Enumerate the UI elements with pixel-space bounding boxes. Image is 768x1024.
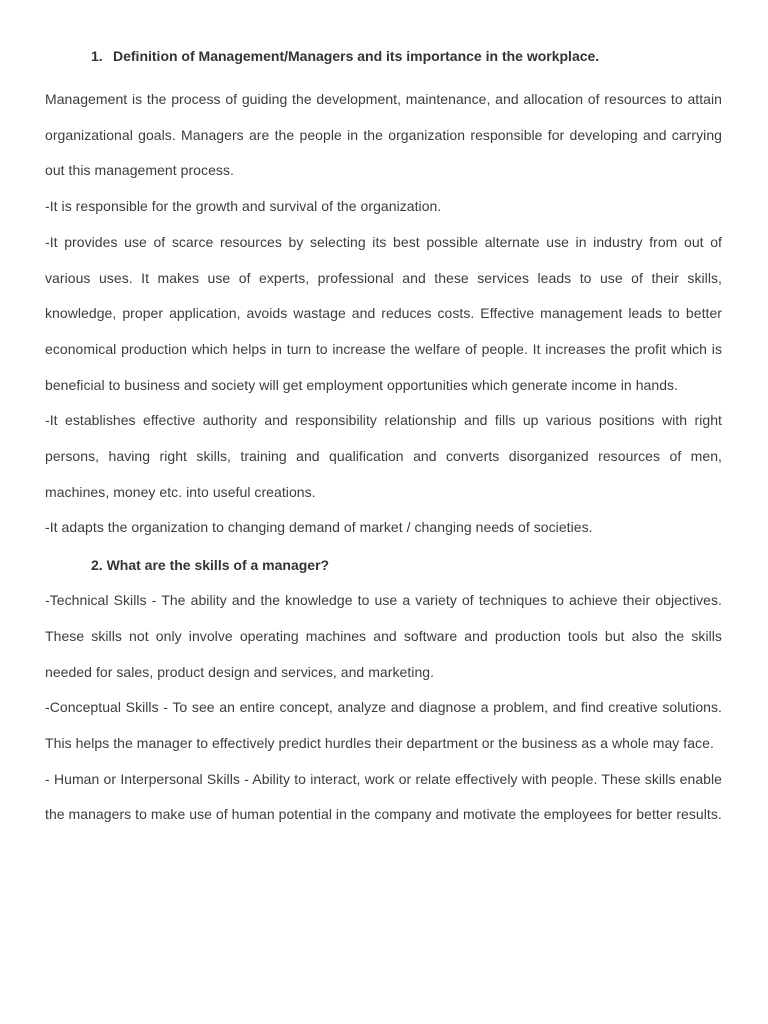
paragraph-human-skills: - Human or Interpersonal Skills - Ability to interact, work or relate effectively with people. These skills enable the managers to make use of human potential in the company and motivate the employees for better results. xyxy=(45,770,722,823)
section-2-heading: 2. What are the skills of a manager? xyxy=(91,557,330,574)
paragraph-scarce-resources: -It provides use of scarce resources by selecting its best possible alternate use in industry from out of various uses. It makes use of experts, professional and these services leads to use of their skills, knowledge, proper application, avoids wastage and reduces costs. Effective management leads to better economical production which helps in turn to increase the welfare of people. It increases the profit which is beneficial to business and society will get employment opportunities which generate income in hands. xyxy=(45,233,722,393)
paragraph-adapts-organization: -It adapts the organization to changing demand of market / changing needs of societies. xyxy=(45,519,593,536)
paragraph-management-definition: Management is the process of guiding the development, maintenance, and allocation of resources to attain organizational goals. Managers are the people in the organization responsible for developing and carrying out this management process. xyxy=(45,91,722,179)
section-1-title: Definition of Management/Managers and its importance in the workplace. xyxy=(113,48,600,64)
section-1-heading xyxy=(45,45,722,67)
section-1-number: 1. xyxy=(91,48,103,64)
document-page xyxy=(45,0,722,833)
paragraph-conceptual-skills: -Conceptual Skills - To see an entire concept, analyze and diagnose a problem, and find creative solutions. This helps the manager to effectively predict hurdles their department or the business as a whole may face. xyxy=(45,699,722,751)
paragraph-growth-survival: -It is responsible for the growth and survival of the organization. xyxy=(45,198,442,215)
paragraph-technical-skills: -Technical Skills - The ability and the knowledge to use a variety of techniques to achieve their objectives. These skills not only involve operating machines and software and production tools but also the skills needed for sales, product design and services, and marketing. xyxy=(45,592,722,680)
paragraph-authority-responsibility: -It establishes effective authority and responsibility relationship and fills up various positions with right persons, having right skills, training and qualification and converts disorganized resources of men, machines, money etc. into useful creations. xyxy=(45,412,722,500)
